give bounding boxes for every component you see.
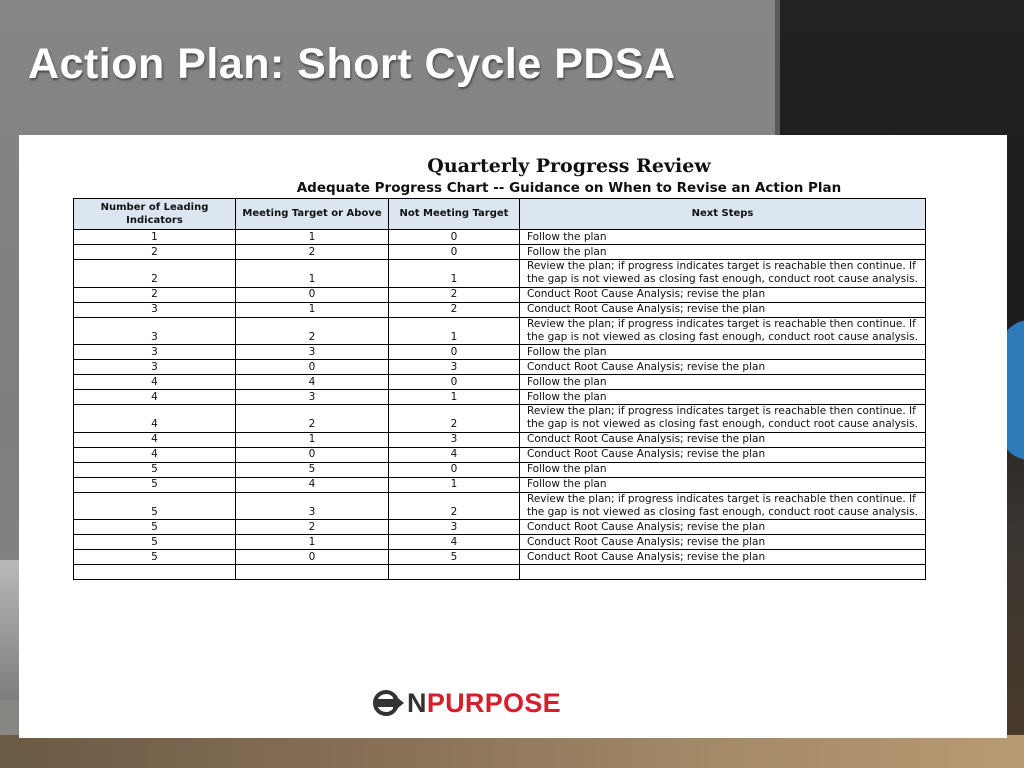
- table-row: [74, 477, 926, 492]
- table-row: [74, 390, 926, 405]
- cell-leading-indicators: 4: [74, 447, 236, 462]
- cell-next-steps: Conduct Root Cause Analysis; revise the plan: [520, 550, 926, 565]
- cell-leading-indicators: 5: [74, 462, 236, 477]
- table-row: [74, 260, 926, 288]
- cell-not-meeting-target: [389, 565, 520, 580]
- logo-text-n: N: [407, 687, 427, 718]
- cell-next-steps: Conduct Root Cause Analysis; revise the plan: [520, 535, 926, 550]
- table-header-row: [74, 199, 926, 230]
- column-header-not-meeting-target: Not Meeting Target: [389, 199, 520, 230]
- column-header-leading-indicators: Number of Leading Indicators: [74, 199, 236, 230]
- cell-next-steps: Conduct Root Cause Analysis; revise the plan: [520, 287, 926, 302]
- cell-meeting-target: 0: [236, 550, 389, 565]
- cell-not-meeting-target: 1: [389, 260, 520, 288]
- background-desk: [0, 735, 1024, 768]
- table-row: [74, 317, 926, 345]
- cell-not-meeting-target: 3: [389, 520, 520, 535]
- cell-leading-indicators: 3: [74, 317, 236, 345]
- cell-next-steps: Conduct Root Cause Analysis; revise the plan: [520, 432, 926, 447]
- cell-leading-indicators: 2: [74, 260, 236, 288]
- cell-leading-indicators: 3: [74, 302, 236, 317]
- cell-not-meeting-target: 4: [389, 535, 520, 550]
- cell-not-meeting-target: 0: [389, 345, 520, 360]
- cell-not-meeting-target: 2: [389, 287, 520, 302]
- cell-meeting-target: 2: [236, 405, 389, 433]
- cell-meeting-target: 3: [236, 390, 389, 405]
- cell-leading-indicators: 5: [74, 492, 236, 520]
- slide-title: Action Plan: Short Cycle PDSA: [28, 40, 676, 88]
- cell-next-steps: Review the plan; if progress indicates target is reachable then continue. If the gap is not viewed as closing fast enough, conduct root cause analysis.: [520, 317, 926, 345]
- cell-next-steps: Review the plan; if progress indicates target is reachable then continue. If the gap is not viewed as closing fast enough, conduct root cause analysis.: [520, 492, 926, 520]
- cell-next-steps: Conduct Root Cause Analysis; revise the plan: [520, 447, 926, 462]
- cell-not-meeting-target: 3: [389, 360, 520, 375]
- background-lamp: [0, 560, 20, 700]
- table-row: [74, 287, 926, 302]
- cell-next-steps: Follow the plan: [520, 390, 926, 405]
- cell-meeting-target: 3: [236, 492, 389, 520]
- cell-not-meeting-target: 0: [389, 462, 520, 477]
- cell-meeting-target: 1: [236, 535, 389, 550]
- cell-meeting-target: 4: [236, 477, 389, 492]
- progress-table: [73, 198, 926, 580]
- cell-meeting-target: 1: [236, 230, 389, 245]
- cell-leading-indicators: 5: [74, 550, 236, 565]
- cell-leading-indicators: 3: [74, 360, 236, 375]
- cell-leading-indicators: 2: [74, 287, 236, 302]
- cell-not-meeting-target: 4: [389, 447, 520, 462]
- cell-meeting-target: 0: [236, 287, 389, 302]
- cell-next-steps: Conduct Root Cause Analysis; revise the plan: [520, 360, 926, 375]
- cell-next-steps: Follow the plan: [520, 477, 926, 492]
- table-row: [74, 565, 926, 580]
- cell-next-steps: Follow the plan: [520, 462, 926, 477]
- cell-next-steps: Conduct Root Cause Analysis; revise the plan: [520, 520, 926, 535]
- column-header-meeting-target: Meeting Target or Above: [236, 199, 389, 230]
- table-body: [74, 230, 926, 580]
- cell-not-meeting-target: 3: [389, 432, 520, 447]
- table-row: [74, 345, 926, 360]
- table-row: [74, 520, 926, 535]
- cell-leading-indicators: 2: [74, 245, 236, 260]
- table-row: [74, 447, 926, 462]
- cell-next-steps: [520, 565, 926, 580]
- table-row: [74, 405, 926, 433]
- arrow-circle-icon: [373, 690, 407, 716]
- table-row: [74, 492, 926, 520]
- cell-next-steps: Conduct Root Cause Analysis; revise the plan: [520, 302, 926, 317]
- cell-leading-indicators: 4: [74, 390, 236, 405]
- cell-meeting-target: [236, 565, 389, 580]
- table-row: [74, 375, 926, 390]
- cell-meeting-target: 2: [236, 245, 389, 260]
- cell-not-meeting-target: 5: [389, 550, 520, 565]
- document-subtitle: Adequate Progress Chart -- Guidance on When to Revise an Action Plan: [296, 180, 842, 196]
- cell-leading-indicators: 4: [74, 375, 236, 390]
- cell-not-meeting-target: 1: [389, 317, 520, 345]
- cell-meeting-target: 1: [236, 432, 389, 447]
- document-title: Quarterly Progress Review: [427, 155, 711, 177]
- cell-not-meeting-target: 1: [389, 390, 520, 405]
- document-panel: [19, 135, 1007, 738]
- cell-meeting-target: 2: [236, 520, 389, 535]
- cell-not-meeting-target: 2: [389, 302, 520, 317]
- table-row: [74, 230, 926, 245]
- cell-meeting-target: 5: [236, 462, 389, 477]
- cell-next-steps: Follow the plan: [520, 230, 926, 245]
- cell-leading-indicators: 4: [74, 432, 236, 447]
- onpurpose-logo: [373, 688, 561, 718]
- cell-next-steps: Follow the plan: [520, 245, 926, 260]
- logo-text-purpose: PURPOSE: [426, 687, 561, 718]
- cell-meeting-target: 3: [236, 345, 389, 360]
- cell-meeting-target: 1: [236, 302, 389, 317]
- cell-meeting-target: 0: [236, 447, 389, 462]
- cell-next-steps: Review the plan; if progress indicates target is reachable then continue. If the gap is not viewed as closing fast enough, conduct root cause analysis.: [520, 405, 926, 433]
- cell-not-meeting-target: 2: [389, 405, 520, 433]
- cell-next-steps: Review the plan; if progress indicates target is reachable then continue. If the gap is not viewed as closing fast enough, conduct root cause analysis.: [520, 260, 926, 288]
- table-row: [74, 535, 926, 550]
- cell-meeting-target: 0: [236, 360, 389, 375]
- cell-leading-indicators: 5: [74, 520, 236, 535]
- cell-meeting-target: 4: [236, 375, 389, 390]
- cell-not-meeting-target: 2: [389, 492, 520, 520]
- table-row: [74, 360, 926, 375]
- cell-next-steps: Follow the plan: [520, 375, 926, 390]
- cell-leading-indicators: 4: [74, 405, 236, 433]
- table-row: [74, 302, 926, 317]
- cell-not-meeting-target: 0: [389, 245, 520, 260]
- cell-not-meeting-target: 1: [389, 477, 520, 492]
- table-row: [74, 432, 926, 447]
- cell-meeting-target: 1: [236, 260, 389, 288]
- cell-leading-indicators: 5: [74, 535, 236, 550]
- cell-meeting-target: 2: [236, 317, 389, 345]
- cell-leading-indicators: [74, 565, 236, 580]
- table-row: [74, 462, 926, 477]
- cell-not-meeting-target: 0: [389, 230, 520, 245]
- cell-not-meeting-target: 0: [389, 375, 520, 390]
- cell-next-steps: Follow the plan: [520, 345, 926, 360]
- table-row: [74, 245, 926, 260]
- table-row: [74, 550, 926, 565]
- cell-leading-indicators: 1: [74, 230, 236, 245]
- cell-leading-indicators: 3: [74, 345, 236, 360]
- column-header-next-steps: Next Steps: [520, 199, 926, 230]
- cell-leading-indicators: 5: [74, 477, 236, 492]
